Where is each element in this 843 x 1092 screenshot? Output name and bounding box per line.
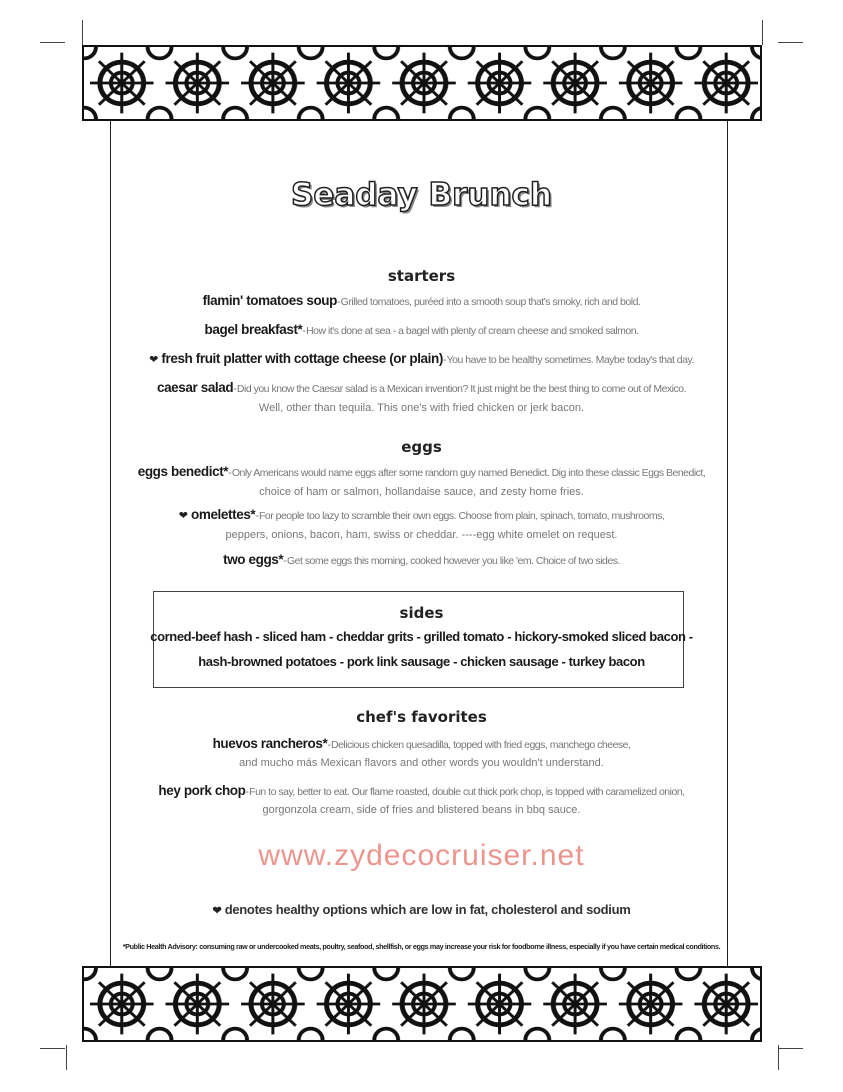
dash: - [302,325,307,337]
item-desc: You have to be healthy sometimes. Maybe today's that day. [446,354,694,366]
dash: - [255,510,259,522]
item-desc: Did you know the Caesar salad is a Mexican invention? It just might be the best thing to come out of Mexico. [236,383,687,395]
menu-item [0,292,843,311]
item-desc: Fun to say, better to eat. Our flame roasted, double cut thick pork chop, is topped with caramelized onion, [249,786,685,798]
crop-mark [778,42,803,43]
sides-list-line: corned-beef hash - sliced ham - cheddar grits - grilled tomato - hickory-smoked sliced bacon - [150,629,693,644]
heart-icon: ❤ [212,905,222,917]
item-desc-cont: choice of ham or salmon, hollandaise sauce, and zesty home fries. [259,486,584,498]
item-desc: Delicious chicken quesadilla, topped with fried eggs, manchego cheese, [330,739,631,751]
menu-title: Seaday Brunch [291,177,552,213]
item-desc-cont: peppers, onions, bacon, ham, swiss or cheddar. ----egg white omelet on request. [225,529,618,541]
dash: - [327,739,331,751]
menu-item [0,506,843,525]
public-health-advisory: *Public Health Advisory: consuming raw or undercooked meats, poultry, seafood, shellfish, or eggs may increase your risk for foodborne illness, especially if you have certain medical conditions. [122,942,721,951]
dash: - [337,296,341,308]
item-name: omelettes* [191,507,256,522]
item-name: two eggs* [223,552,284,567]
dash: - [228,467,232,479]
section-heading-sides: sides [399,604,444,622]
menu-item [0,379,843,398]
crop-mark [66,1045,67,1070]
top-ornamental-border [82,45,762,121]
item-name: eggs benedict* [137,464,229,479]
healthy-note [0,901,843,920]
item-desc: For people too lazy to scramble their own eggs. Choose from plain, spinach, tomato, mushrooms, [258,510,665,522]
item-name: fresh fruit platter with cottage cheese (or plain) [161,351,443,366]
crop-mark [40,1048,65,1049]
section-heading-eggs: eggs [401,438,442,456]
item-desc: Get some eggs this morning, cooked however you like 'em. Choice of two sides. [286,555,620,567]
crop-mark [778,1048,803,1049]
dash: - [233,383,237,395]
healthy-note-text: denotes healthy options which are low in fat, cholesterol and sodium [224,902,631,917]
crop-mark [762,20,763,45]
item-desc: Grilled tomatoes, puréed into a smooth soup that's smoky, rich and bold. [340,296,641,308]
menu-item [0,551,843,570]
item-desc: Only Americans would name eggs after some random guy named Benedict. Dig into these classic Eggs Benedict, [231,467,706,479]
item-desc: How it's done at sea - a bagel with plenty of cream cheese and smoked salmon. [306,325,639,337]
bottom-ornamental-border [82,966,762,1042]
menu-item [0,321,843,340]
item-name: flamin' tomatoes soup [202,293,337,308]
menu-item [0,782,843,801]
watermark: www.zydecocruiser.net [258,839,585,872]
item-name: bagel breakfast* [204,322,303,337]
section-heading-chefs-favorites: chef's favorites [356,708,487,726]
section-heading-starters: starters [387,267,456,285]
heart-icon: ❤ [149,354,159,366]
crop-mark [40,42,65,43]
crop-mark [82,20,83,45]
item-desc-cont: gorgonzola cream, side of fries and blistered beans in bbq sauce. [262,804,581,816]
item-desc-cont: and mucho más Mexican flavors and other words you wouldn't understand. [239,757,604,769]
item-name: hey pork chop [158,783,246,798]
dash: - [283,555,287,567]
item-desc-cont: Well, other than tequila. This one's with fried chicken or jerk bacon. [258,402,585,414]
item-name: caesar salad [156,380,234,395]
menu-item [0,350,843,369]
dash: - [442,354,447,366]
sides-list-line: hash-browned potatoes - pork link sausage - chicken sausage - turkey bacon [198,654,645,669]
menu-item [0,735,843,754]
item-name: huevos rancheros* [212,736,328,751]
dash: - [245,786,250,798]
heart-icon: ❤ [178,510,188,522]
menu-item [0,463,843,482]
